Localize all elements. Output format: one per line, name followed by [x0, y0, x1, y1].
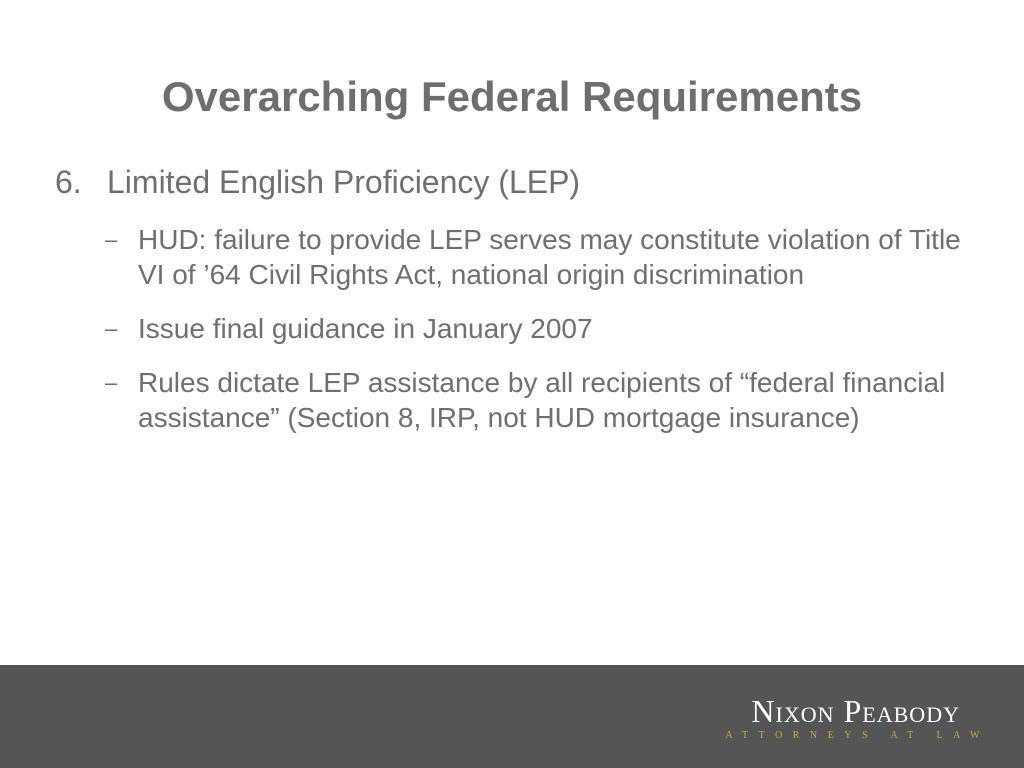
main-point-number: 6.	[55, 164, 82, 200]
bullet-text: Rules dictate LEP assistance by all recipients of “federal financial assistance” (Section 8, IRP, not HUD mortgage insurance)	[138, 367, 946, 433]
dash-marker: –	[105, 227, 118, 252]
bullet-item	[105, 311, 965, 346]
main-point-text: Limited English Proficiency (LEP)	[107, 164, 581, 200]
dash-marker: –	[105, 370, 118, 395]
logo-tagline: ATTORNEYS AT LAW	[725, 730, 990, 741]
firm-logo	[721, 695, 990, 743]
bullet-item	[105, 365, 965, 435]
slide-title: Overarching Federal Requirements	[161, 73, 863, 120]
dash-marker: –	[105, 316, 118, 341]
bullet-text: HUD: failure to provide LEP serves may constitute violation of Title VI of ’64 Civil Rights Act, national origin discrimination	[138, 224, 961, 290]
bullet-list	[105, 222, 965, 454]
footer-bar	[0, 665, 1024, 768]
bullet-text: Issue final guidance in January 2007	[138, 313, 593, 344]
main-point	[55, 162, 580, 202]
logo-name: Nixon Peabody	[751, 693, 960, 729]
bullet-item	[105, 222, 965, 292]
